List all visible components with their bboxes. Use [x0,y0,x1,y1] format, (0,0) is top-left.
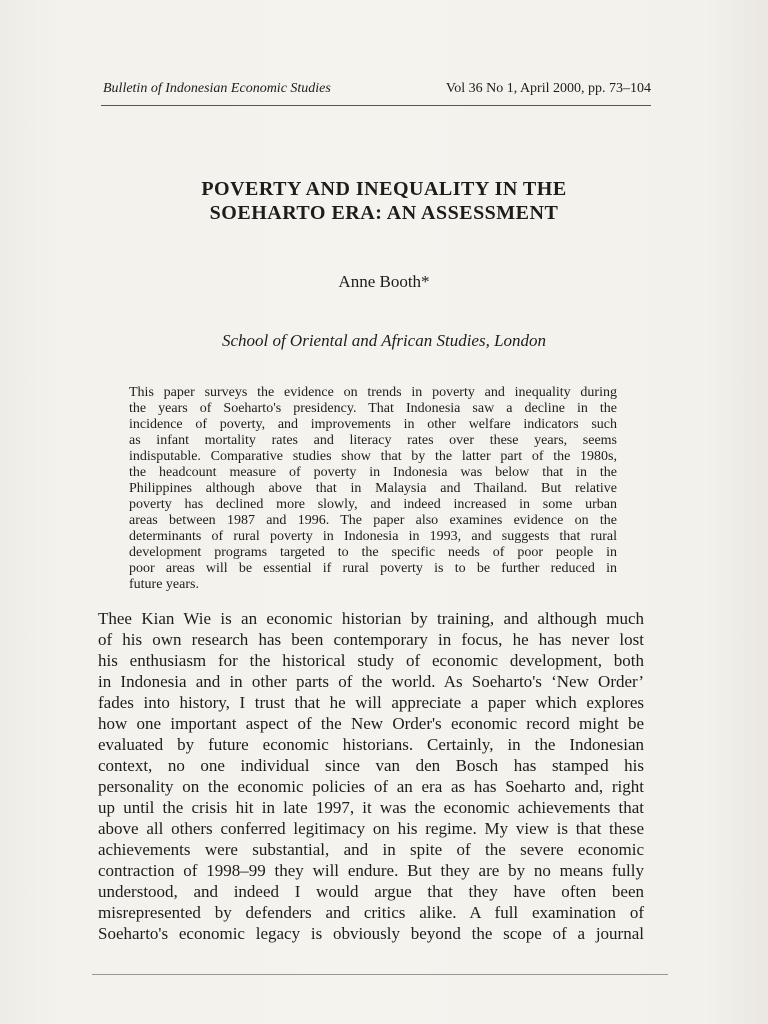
body-line: achievements were substantial, and in spite of the severe economic [98,840,644,859]
abstract-line: determinants of rural poverty in Indonesia in 1993, and suggests that rural [129,529,617,544]
abstract-line: areas between 1987 and 1996. The paper also examines evidence on the [129,513,617,528]
abstract-line: incidence of poverty, and improvements in other welfare indicators such [129,417,617,432]
abstract-line: indisputable. Comparative studies show that by the latter part of the 1980s, [129,449,617,464]
body-line: Soeharto's economic legacy is obviously beyond the scope of a journal [98,924,644,943]
journal-name: Bulletin of Indonesian Economic Studies [103,81,331,96]
body-line: contraction of 1998–99 they will endure. But they are by no means fully [98,861,644,880]
body-line: understood, and indeed I would argue that they have often been [98,882,644,901]
abstract-line: This paper surveys the evidence on trends in poverty and inequality during [129,385,617,400]
abstract-line: poverty has declined more slowly, and indeed increased in some urban [129,497,617,512]
author-affiliation: School of Oriental and African Studies, London [221,331,547,350]
abstract-line: the years of Soeharto's presidency. That Indonesia saw a decline in the [129,401,617,416]
body-line: above all others conferred legitimacy on his regime. My view is that these [98,819,644,838]
abstract-line: as infant mortality rates and literacy rates over these years, seems [129,433,617,448]
body-line: context, no one individual since van den Bosch has stamped his [98,756,644,775]
body-line: up until the crisis hit in late 1997, it was the economic achievements that [98,798,644,817]
body-line: of his own research has been contemporary in focus, he has never lost [98,630,644,649]
body-line: his enthusiasm for the historical study of economic development, both [98,651,644,670]
abstract-line: development programs targeted to the specific needs of poor people in [129,545,617,560]
abstract-line: Philippines although above that in Malaysia and Thailand. But relative [129,481,617,496]
body-line: fades into history, I trust that he will appreciate a paper which explores [98,693,644,712]
body-line: in Indonesia and in other parts of the world. As Soeharto's ‘New Order’ [98,672,644,691]
body-line: misrepresented by defenders and critics alike. A full examination of [98,903,644,922]
body-line: personality on the economic policies of an era as has Soeharto and, right [98,777,644,796]
footer-rule [92,974,668,975]
author-name: Anne Booth* [338,272,430,291]
title-line-2: SOEHARTO ERA: AN ASSESSMENT [209,202,559,224]
body-line: how one important aspect of the New Order's economic record might be [98,714,644,733]
issue-info: Vol 36 No 1, April 2000, pp. 73–104 [445,81,651,96]
body-line: Thee Kian Wie is an economic historian by training, and although much [98,609,644,628]
title-line-1: POVERTY AND INEQUALITY IN THE [201,178,567,200]
body-line: evaluated by future economic historians. Certainly, in the Indonesian [98,735,644,754]
abstract-line: poor areas will be essential if rural poverty is to be further reduced in [129,561,617,576]
abstract-line: the headcount measure of poverty in Indonesia was below that in the [129,465,617,480]
header-rule [101,105,651,106]
running-header [103,80,651,104]
abstract-line: future years. [129,577,199,592]
